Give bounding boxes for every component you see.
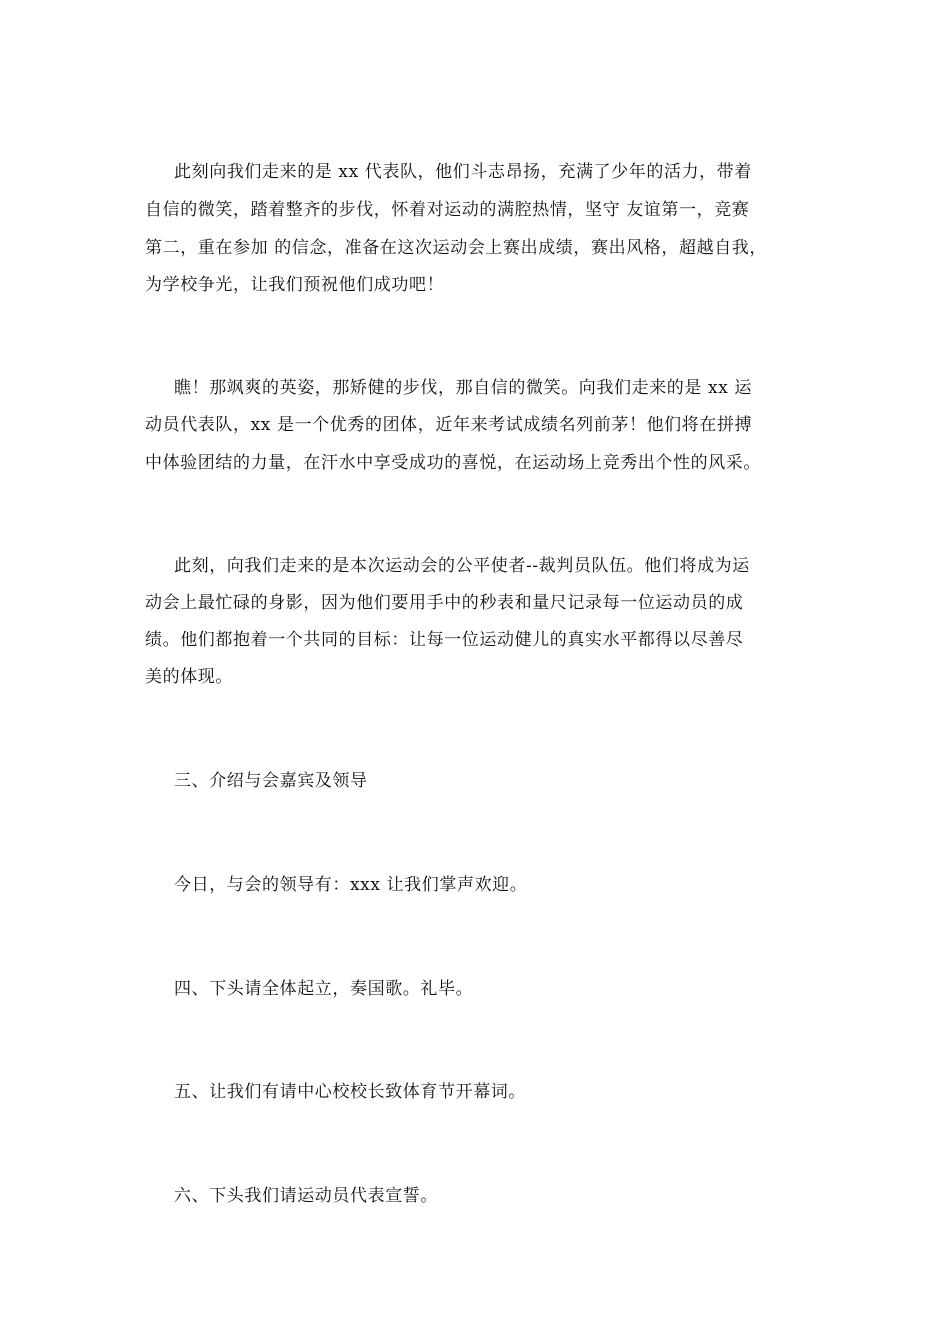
section-heading-4: 四、下头请全体起立，奏国歌。礼毕。 [174,979,474,999]
leaders-introduction: 今日，与会的领导有：xxx 让我们掌声欢迎。 [174,875,528,895]
paragraph-line: 动员代表队，xx 是一个优秀的团体，近年来考试成绩名列前茅！他们将在拼搏 [145,415,753,435]
section-heading-5: 五、让我们有请中心校校长致体育节开幕词。 [174,1082,526,1102]
paragraph-line: 此刻，向我们走来的是本次运动会的公平使者--裁判员队伍。他们将成为运 [174,556,750,576]
paragraph-line: 动会上最忙碌的身影，因为他们要用手中的秒表和量尺记录每一位运动员的成 [145,593,744,613]
paragraph-line: 瞧！那飒爽的英姿，那矫健的步伐，那自信的微笑。向我们走来的是 xx 运 [174,378,752,398]
section-heading-6: 六、下头我们请运动员代表宣誓。 [174,1186,438,1206]
section-heading-3: 三、介绍与会嘉宾及领导 [174,771,368,791]
paragraph-line: 绩。他们都抱着一个共同的目标：让每一位运动健儿的真实水平都得以尽善尽 [145,630,744,650]
paragraph-line: 为学校争光，让我们预祝他们成功吧！ [145,275,445,295]
paragraph-line: 美的体现。 [145,667,233,687]
paragraph-line: 中体验团结的力量，在汗水中享受成功的喜悦，在运动场上竞秀出个性的风采。 [145,453,761,473]
paragraph-line: 第二，重在参加 的信念，准备在这次运动会上赛出成绩，赛出风格，超越自我， [145,238,768,258]
paragraph-line: 自信的微笑，踏着整齐的步伐，怀着对运动的满腔热情，坚守 友谊第一，竞赛 [145,200,750,220]
paragraph-line: 此刻向我们走来的是 xx 代表队，他们斗志昂扬，充满了少年的活力，带着 [174,162,752,182]
